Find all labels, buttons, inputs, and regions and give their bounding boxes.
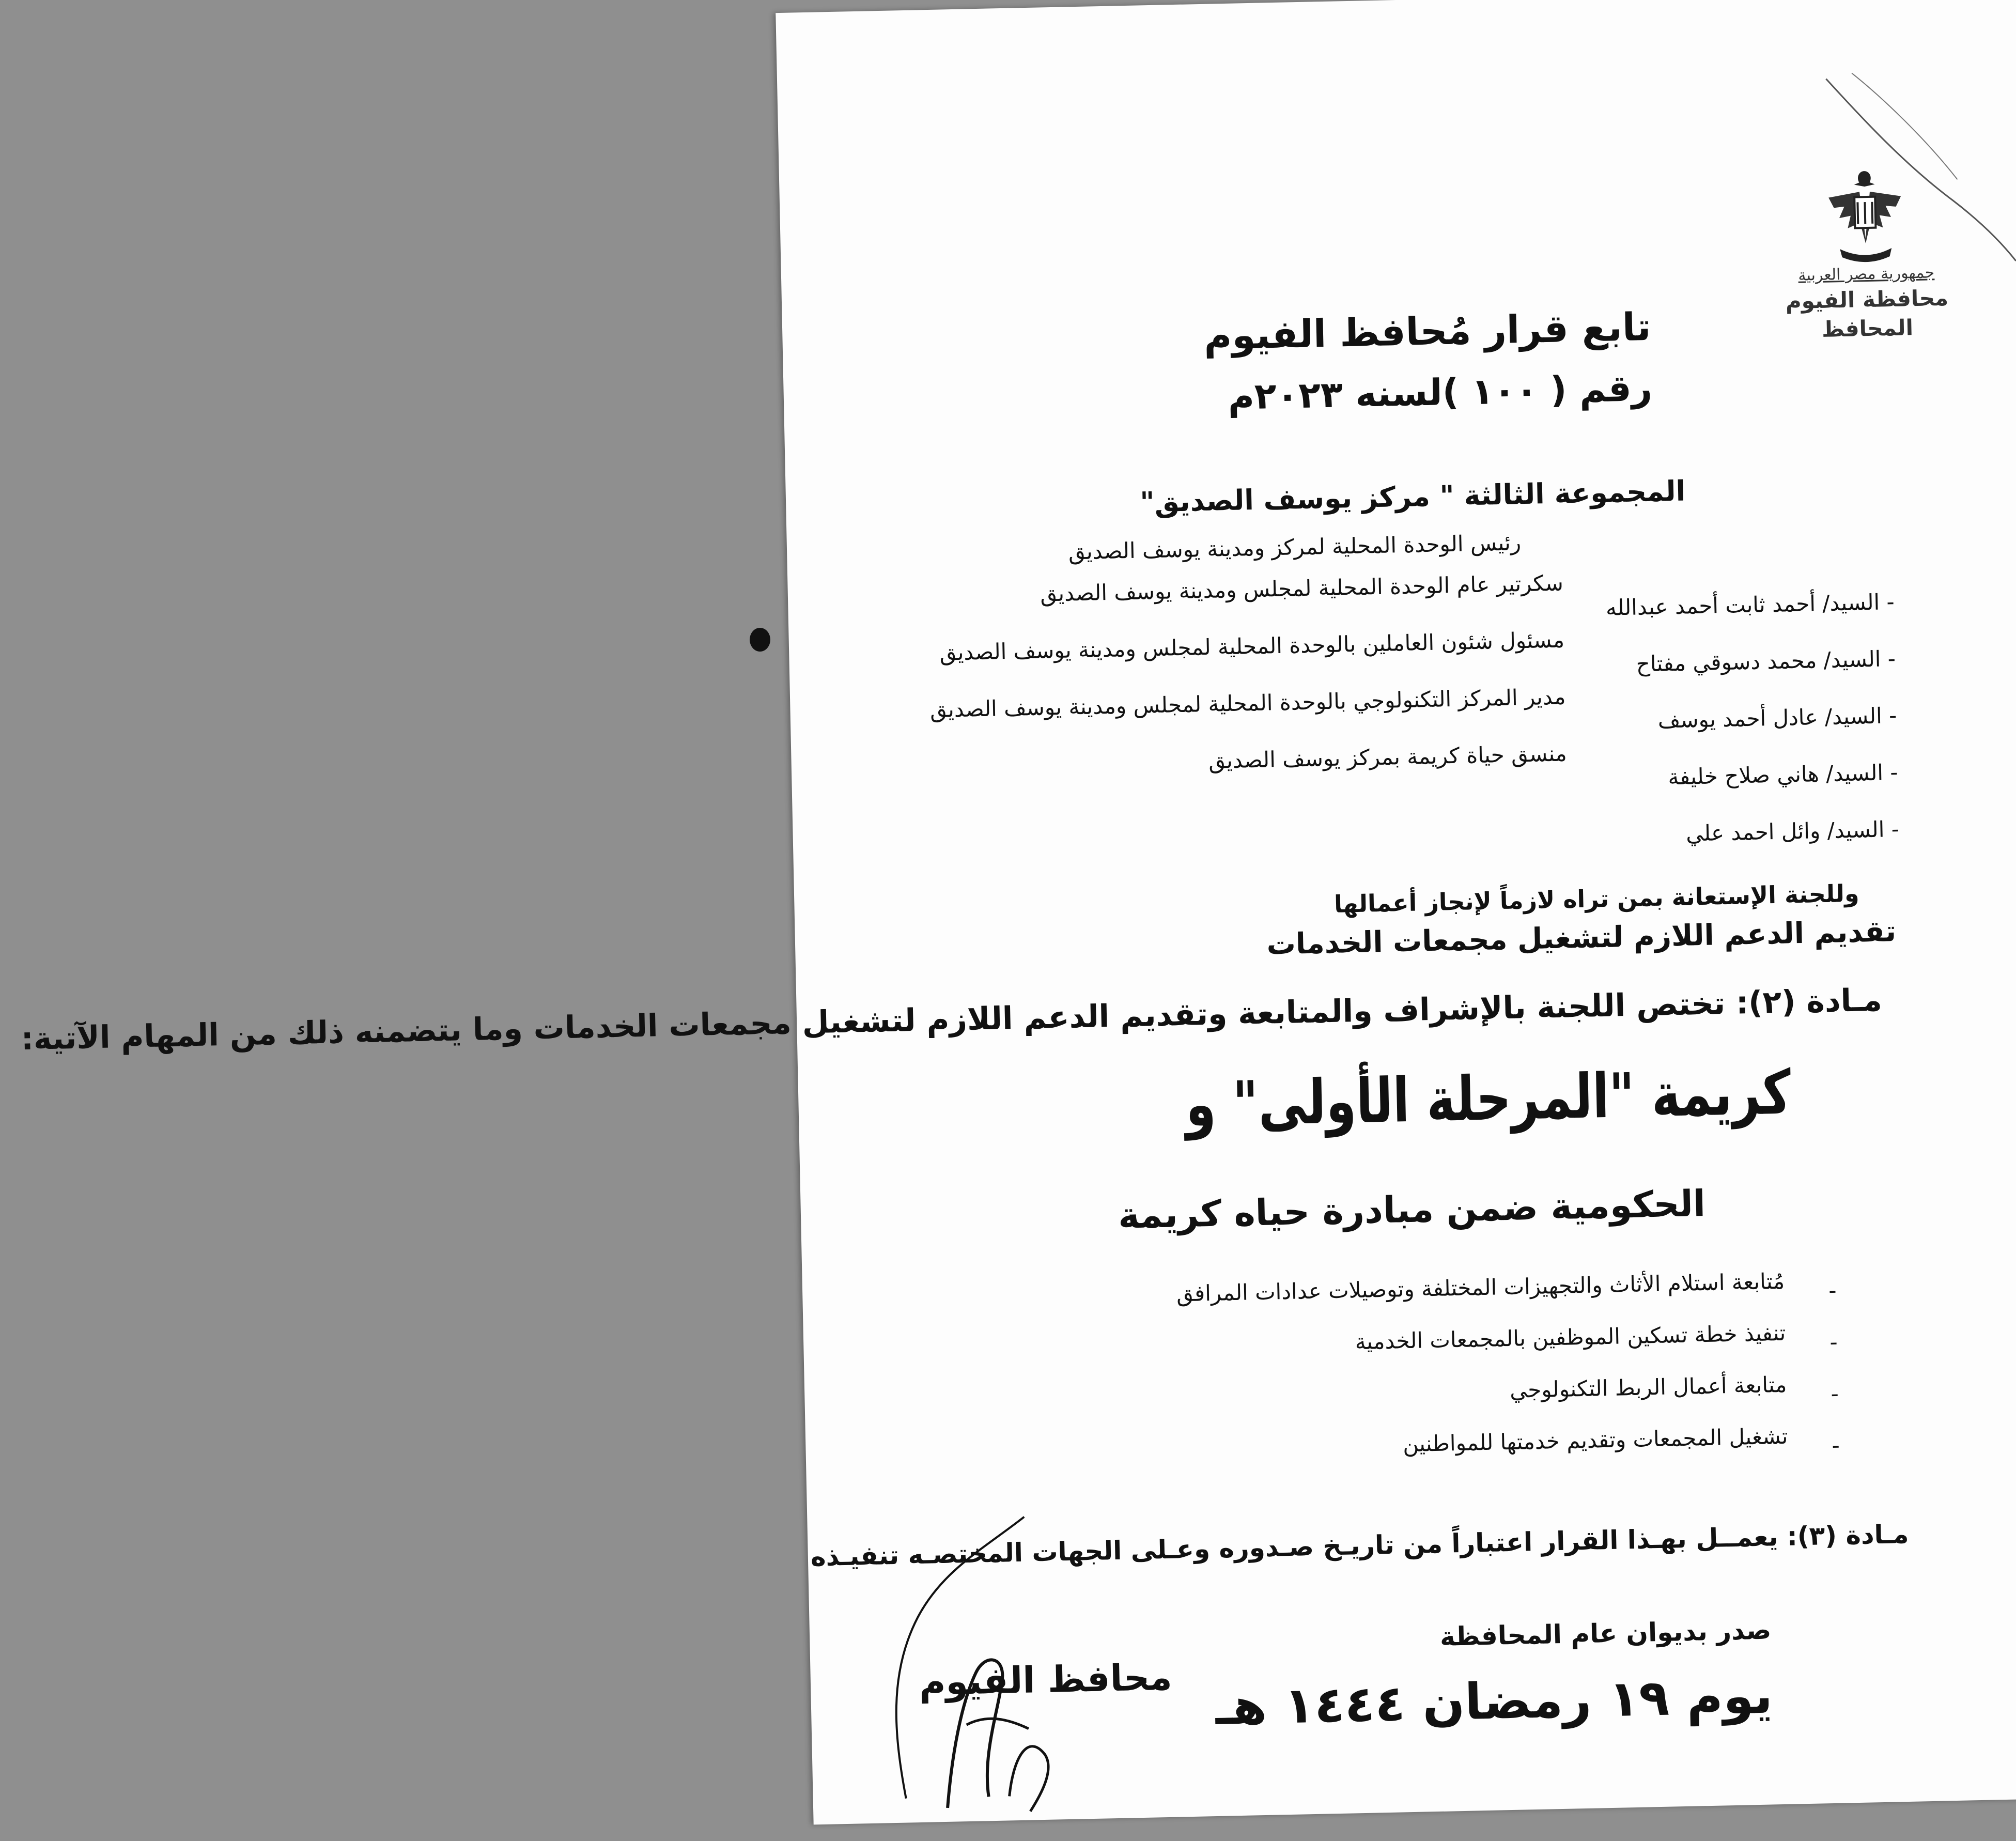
member-name: - السيد/ وائل احمد علي — [1685, 816, 1900, 846]
task-item: تنفيذ خطة تسكين الموظفين بالمجمعات الخدمية — [1355, 1320, 1786, 1355]
member-name: - السيد/ عادل أحمد يوسف — [1657, 703, 1897, 733]
governor-title: محافظ الفيوم — [919, 1656, 1173, 1704]
member-role: سكرتير عام الوحدة المحلية لمجلس ومدينة يوسف الصديق — [1040, 570, 1564, 607]
document-page — [21, 0, 2016, 1824]
member-name: - السيد/ أحمد ثابت أحمد عبدالله — [1605, 589, 1895, 621]
list-bullet: - — [1829, 1329, 1838, 1355]
member-role: منسق حياة كريمة بمركز يوسف الصديق — [1208, 740, 1568, 773]
task-item: مُتابعة استلام الأثاث والتجهيزات المختلفة وتوصيلات عدادات المرافق — [1176, 1268, 1785, 1307]
list-bullet: - — [1828, 1277, 1837, 1303]
stamp-mark — [1821, 65, 2016, 275]
article2-line1: تقديم الدعم اللازم لتشغيل مجمعات الخدمات — [1266, 915, 1897, 962]
letterhead-governorate: محافظة الفيوم — [1785, 285, 1949, 314]
task-item: تشغيل المجمعات وتقديم خدمتها للمواطنين — [1402, 1423, 1788, 1457]
list-bullet: - — [1832, 1432, 1840, 1458]
decree-number: رقم ( ١٠٠ )لسنه ٢٠٢٣م — [1227, 366, 1653, 418]
handwritten-signature — [869, 1484, 1113, 1819]
letterhead-country: جمهورية مصر العربية — [1798, 264, 1935, 285]
issuance-date: يوم ١٩ رمضان ١٤٤٤ هـ — [1215, 1666, 1774, 1737]
group-heading: المجموعة الثالثة " مركز يوسف الصديق" — [1139, 474, 1686, 519]
list-bullet: - — [1831, 1381, 1839, 1406]
issuance-place: صدر بديوان عام المحافظة — [1439, 1615, 1772, 1652]
chairman-role: رئيس الوحدة المحلية لمركز ومدينة يوسف الصديق — [1068, 530, 1522, 565]
article2-line4: الحكومية ضمن مبادرة حياه كريمة — [1118, 1182, 1706, 1237]
member-role: مسئول شئون العاملين بالوحدة المحلية لمجلس ومدينة يوسف الصديق — [939, 627, 1565, 666]
article3: مـادة (٣): يعمــل بهـذا القرار اعتباراً من تاريـخ صـدوره وعـلى الجهات المختصـه تنفيـذه — [810, 1519, 1910, 1572]
letterhead-office: المحافظ — [1821, 315, 1914, 343]
decree-title: تابع قرار مُحافظ الفيوم — [1203, 304, 1652, 359]
committee-note: وللجنة الإستعانة بمن تراه لازماً لإنجاز أعمالها — [1333, 879, 1859, 918]
member-role: مدير المركز التكنولوجي بالوحدة المحلية لمجلس ومدينة يوسف الصديق — [929, 684, 1566, 723]
article2-line3: كريمة "المرحلة الأولى" و — [1185, 1056, 1792, 1140]
task-item: متابعة أعمال الربط التكنولوجي — [1509, 1371, 1787, 1403]
member-name: - السيد/ هاني صلاح خليفة — [1667, 759, 1899, 790]
article2-line2: مـادة (٢): تختص اللجنة بالإشراف والمتابعة وتقديم الدعم اللازم لتشغيل مجمعات الخدمات وما يتضمنه ذلك من المهام الآتية: — [21, 982, 1883, 1058]
binder-hole — [750, 628, 770, 652]
member-name: - السيد/ محمد دسوقي مفتاح — [1636, 646, 1896, 677]
